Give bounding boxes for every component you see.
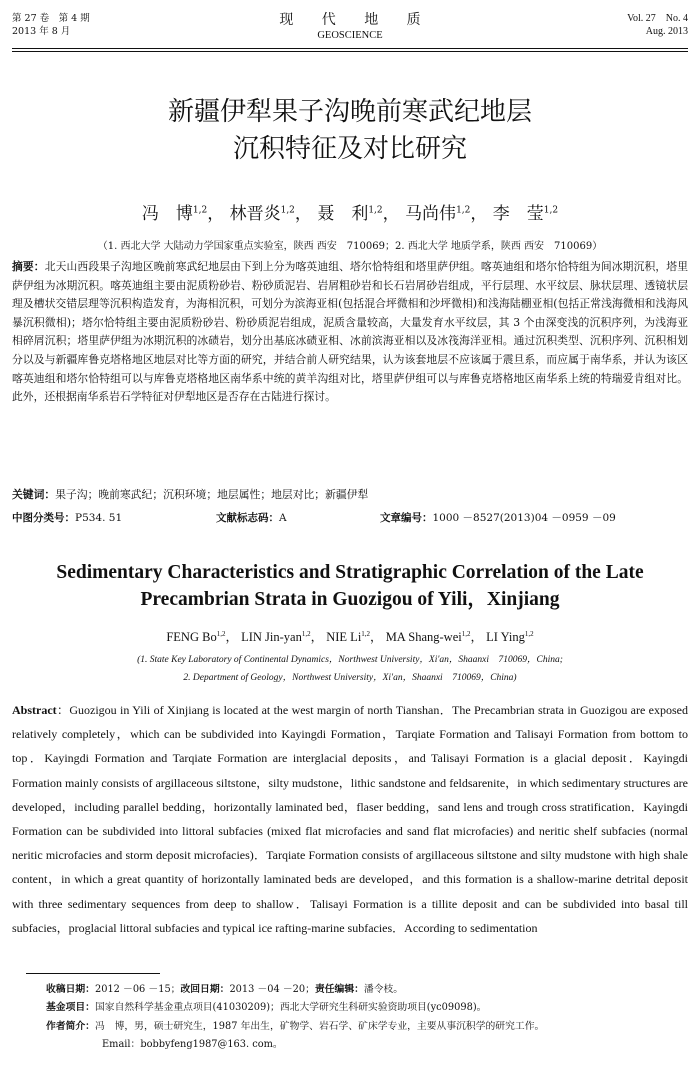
header-rule-thin [12,51,688,52]
affiliation-en-line1: (1. State Key Laboratory of Continental Dynamics，Northwest University，Xi'an，Shaanxi 710069，China; [137,655,563,665]
volume-issue-cn: 第 27 卷 第 4 期 [12,13,90,24]
author-en: FENG Bo$^{1,2}$， [166,629,238,644]
abstract-en-text: ：Guozigou in Yili of Xinjiang is located at the west margin of north Tianshan．The Precambrian strata in Guozigou are exposed relatively completely，which can be subdivided into Kayingdi Formation，Tarqiate Formation and Talisayi Formation from bottom to top．Kayingdi Formation and Tarqiate Formation are interglacial deposits，and Talisayi Formation is a glacial deposit．Kayingdi Formation mainly consists of argillaceous siltstone，silty mudstone，lithic sandstone and feldsarenite，in which sedimentary structures are developed，including parallel bedding，horizontally laminated bed，flaser bedding，sand lens and trough cross stratification．Kayingdi Formation can be subdivided into littoral subfacies (mixed flat microfacies and sand flat microfacies) and neritic shelf subfacies (normal neritic microfacies and storm deposit microfacies)．Tarqiate Formation consists of argillaceous siltstone and silty mudstone with high shale content，in which a great quantity of horizontally laminated beds are developed，and this formation is a shallow-marine detrital deposit with three sedimentary sequences from deep to shallow．Talisayi Formation is a tillite deposit and can be subdivided into basal till subfacies，proglacial littoral subfacies and typical ice rafting-marine subfacies．According to sedimentation [12,703,688,935]
abstract-cn [12,258,688,407]
clc-number: 中图分类号：P534. 51 [12,512,123,524]
running-header [12,12,688,48]
journal-name [12,12,688,43]
volume-issue-en: Vol. 27 No. 4 [627,13,688,24]
journal-name-en: GEOSCIENCE [317,30,383,41]
author-en: NIE Li$^{1,2}$， [326,629,383,644]
footnote-author-bio: 作者简介：冯 博，男，硕士研究生，1987 年出生，矿物学、岩石学、矿床学专业，主要从事沉积学的研究工作。 [46,1020,545,1032]
author-cn: 马尚伟$^{1,2}$， [405,204,488,224]
author-en: LIN Jin-yan$^{1,2}$， [241,629,324,644]
footnote-funding: 基金项目：国家自然科学基金重点项目(41030209)；西北大学研究生科研实验资助项目(yc09098)。 [46,1002,487,1014]
keywords-cn-text: 果子沟；晚前寒武纪；沉积环境；地层属性；地层对比；新疆伊犁 [55,488,369,501]
journal-name-cn: 现 代 地 质 [279,12,433,28]
keywords-cn-label: 关键词： [12,488,56,501]
author-cn: 冯 博$^{1,2}$， [141,204,225,224]
title-cn-line2: 沉积特征及对比研究 [232,134,467,164]
affiliation-en-line2: 2. Department of Geology，Northwest University，Xi'an，Shaanxi 710069，China) [183,673,517,683]
author-cn: 聂 利$^{1,2}$， [317,204,400,224]
header-rule-thick [12,48,688,49]
title-en-line2: Precambrian Strata in Guozigou of Yili，Xinjiang [140,589,560,610]
title-cn [0,94,700,168]
author-en: MA Shang-wei$^{1,2}$， [385,629,483,644]
keywords-cn [12,487,368,502]
footnote-rule [26,973,160,974]
document-code: 文献标志码：A [216,512,287,524]
author-cn: 林晋炎$^{1,2}$， [229,204,312,224]
authors-en [0,627,700,645]
date-en: Aug. 2013 [645,26,688,37]
footnote-email: Email：bobbyfeng1987@163. com。 [102,1038,283,1050]
authors-cn [0,199,700,224]
footnotes [46,981,686,1054]
abstract-en [12,698,688,940]
title-en [0,559,700,613]
abstract-cn-label: 摘要： [12,260,45,273]
author-en: LI Ying$^{1,2}$ [486,629,534,644]
footnote-dates: 收稿日期：2012 －06 －15；改回日期：2013 －04 －20；责任编辑：潘令枝。 [46,984,404,995]
author-cn: 李 莹$^{1,2}$ [492,204,559,224]
header-right [627,12,688,38]
title-cn-line1: 新疆伊犁果子沟晚前寒武纪地层 [167,97,532,127]
date-cn: 2013 年 8 月 [12,26,71,37]
abstract-cn-text: 北天山西段果子沟地区晚前寒武纪地层由下到上分为喀英迪组、塔尔恰特组和塔里萨伊组。喀英迪组和塔尔恰特组为间冰期沉积，塔里萨伊组为冰期沉积。喀英迪组主要由泥质粉砂岩、粉砂质泥岩、岩屑粗砂岩和长石岩屑砂岩组成，平行层理、水平纹层、脉状层理、透镜状层理及槽状交错层理等沉积构造发育，为海相沉积，可划分为滨海亚相(包括混合坪微相和沙坪微相)和浅海陆棚亚相(包括正常浅海微相和浅海风暴沉积微相)；塔尔恰特组主要由泥质粉砂岩、粉砂质泥岩组成，泥质含量较高，大量发育水平纹层，其 3 个由深变浅的沉积序列，为浅海亚相碎屑沉积；塔里萨伊组为冰期沉积的冰碛岩，划分出基底冰碛亚相、冰前滨海亚相以及冰筏海洋亚相。通过沉积类型、沉积序列、沉积相划分以及与新疆库鲁克塔格地区地层对比等方面的研究，并结合前人研究结果，认为该套地层不应该属于震旦系，而应属于南华系，并认为该区喀英迪组和塔尔恰特组可以与库鲁克塔格地区南华系中统的黄羊沟组对比，塔里萨伊组可以与库鲁克塔格地区南华系上统的特瑞爱肯组对比。此外，还根据南华系岩石学特征对伊犁地区是否存在古陆进行探讨。 [12,260,688,404]
article-number: 文章编号：1000 －8527(2013)04 －0959 －09 [380,512,616,524]
title-en-line1: Sedimentary Characteristics and Stratigraphic Correlation of the Late [56,562,644,583]
abstract-en-label: Abstract [12,703,57,717]
affiliation-cn: （1. 西北大学 大陆动力学国家重点实验室，陕西 西安 710069；2. 西北大学 地质学系，陕西 西安 710069） [97,241,603,252]
